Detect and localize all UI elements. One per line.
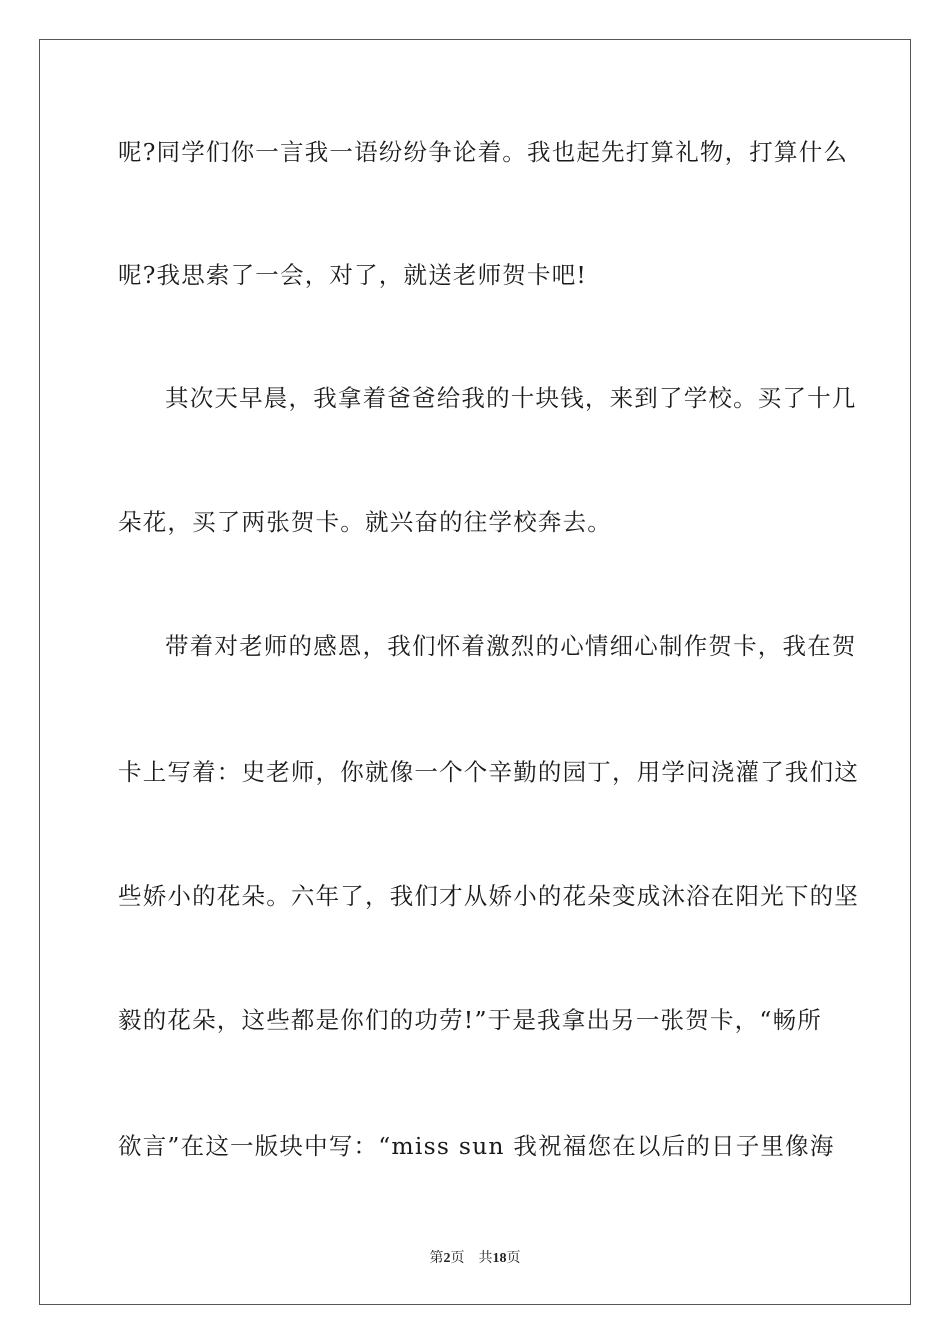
text-line: 毅的花朵，这些都是你们的功劳!”于是我拿出另一张贺卡，“畅所 — [118, 1006, 822, 1034]
text-line: 呢?我思索了一会，对了，就送老师贺卡吧! — [118, 261, 588, 289]
paragraph-start-line: 其次天早晨，我拿着爸爸给我的十块钱，来到了学校。买了十几 — [165, 384, 857, 412]
page-number: 2 — [443, 1251, 451, 1266]
text-line: 些娇小的花朵。六年了，我们才从娇小的花朵变成沐浴在阳光下的坚 — [118, 882, 859, 910]
paragraph-start-line: 带着对老师的感恩，我们怀着激烈的心情细心制作贺卡，我在贺 — [165, 632, 857, 660]
page-footer — [0, 1247, 950, 1267]
text-line: 欲言”在这一版块中写：“miss sun 我祝福您在以后的日子里像海 — [118, 1132, 835, 1160]
page-suffix: 页 — [450, 1251, 465, 1266]
page-border — [39, 39, 911, 1305]
total-pages: 18 — [492, 1251, 507, 1266]
text-line: 卡上写着：史老师，你就像一个个辛勤的园丁，用学问浇灌了我们这 — [118, 758, 859, 786]
total-suffix: 页 — [506, 1251, 521, 1266]
page-prefix: 第 — [429, 1251, 444, 1266]
text-line: 朵花，买了两张贺卡。就兴奋的往学校奔去。 — [118, 508, 612, 536]
text-line: 呢?同学们你一言我一语纷纷争论着。我也起先打算礼物，打算什么 — [118, 138, 849, 166]
total-prefix: 共 — [478, 1251, 493, 1266]
